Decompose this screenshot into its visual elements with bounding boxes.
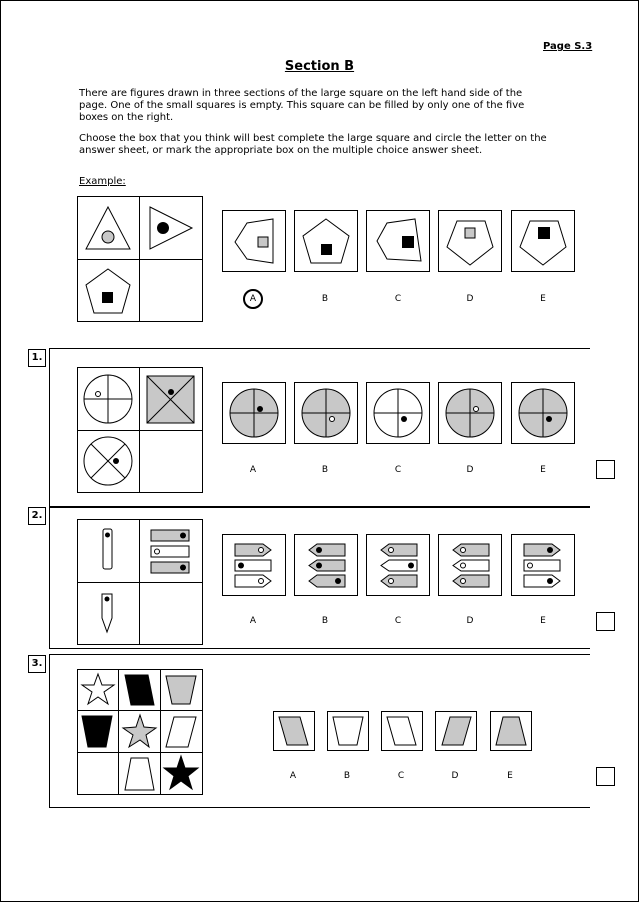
example-option-d[interactable] xyxy=(438,210,502,272)
parallelogram-icon xyxy=(387,717,416,745)
parallelogram-icon xyxy=(279,717,308,745)
question-3-option-c[interactable] xyxy=(381,711,423,751)
parallelogram-icon xyxy=(442,717,471,745)
example-letter-d: D xyxy=(466,294,474,304)
question-1-option-a[interactable] xyxy=(222,382,286,444)
star-icon xyxy=(123,715,156,747)
question-2-answer-box[interactable] xyxy=(596,612,615,631)
pentagon-icon xyxy=(377,219,421,261)
question-1-option-e[interactable] xyxy=(511,382,575,444)
star-icon xyxy=(164,756,198,789)
question-1-option-d[interactable] xyxy=(438,382,502,444)
pentagon-icon xyxy=(86,269,130,313)
question-3-letter-b: B xyxy=(343,771,351,781)
example-option-a[interactable] xyxy=(222,210,286,272)
question-2-number: 2. xyxy=(28,507,46,525)
pentagon-icon xyxy=(303,219,349,263)
question-2-letter-e: E xyxy=(540,616,546,626)
star-icon xyxy=(82,674,114,704)
question-2-letter-a: A xyxy=(249,616,257,626)
question-1-letter-c: C xyxy=(394,465,402,475)
question-1-option-c[interactable] xyxy=(366,382,430,444)
trapezium-icon xyxy=(125,758,154,790)
question-1-letter-e: E xyxy=(540,465,546,475)
page-number: Page S.3 xyxy=(543,41,593,52)
example-letter-e: E xyxy=(540,294,546,304)
triangle-icon xyxy=(150,207,192,249)
question-3-answer-box[interactable] xyxy=(596,767,615,786)
question-2-letter-c: C xyxy=(394,616,402,626)
question-2-letter-b: B xyxy=(321,616,329,626)
question-3-grid xyxy=(77,669,203,795)
question-2-option-c[interactable] xyxy=(366,534,430,596)
parallelogram-icon xyxy=(166,717,196,747)
question-3-option-b[interactable] xyxy=(327,711,369,751)
question-1-letter-b: B xyxy=(321,465,329,475)
question-3-option-d[interactable] xyxy=(435,711,477,751)
question-2-option-a[interactable] xyxy=(222,534,286,596)
parallelogram-icon xyxy=(125,675,154,705)
trapezium-icon xyxy=(333,717,363,745)
question-3-letter-e: E xyxy=(507,771,513,781)
question-2-letter-d: D xyxy=(466,616,474,626)
question-3-letter-c: C xyxy=(397,771,405,781)
question-2-option-b[interactable] xyxy=(294,534,358,596)
question-1-letter-d: D xyxy=(466,465,474,475)
trapezium-icon xyxy=(82,716,112,747)
example-letter-c: C xyxy=(394,294,402,304)
question-3-letter-d: D xyxy=(451,771,459,781)
trapezium-icon xyxy=(496,717,526,745)
section-title: Section B xyxy=(284,59,355,74)
question-1-answer-box[interactable] xyxy=(596,460,615,479)
example-label: Example: xyxy=(79,176,126,187)
example-letter-a: A xyxy=(249,294,257,304)
question-3-option-e[interactable] xyxy=(490,711,532,751)
question-3-option-a[interactable] xyxy=(273,711,315,751)
question-1-letter-a: A xyxy=(249,465,257,475)
instruction-paragraph-1: There are figures drawn in three sections of the large square on the left hand side of the page. One of the small squares is empty. This square can be filled by only one of the five boxes on the right. xyxy=(79,88,525,123)
example-option-c[interactable] xyxy=(366,210,430,272)
example-option-e[interactable] xyxy=(511,210,575,272)
trapezium-icon xyxy=(166,676,196,704)
question-1-grid xyxy=(77,367,203,493)
question-3-grid-figures xyxy=(78,670,202,794)
question-1-option-b[interactable] xyxy=(294,382,358,444)
question-3-number: 3. xyxy=(28,655,46,673)
question-2-option-e[interactable] xyxy=(511,534,575,596)
question-1-number: 1. xyxy=(28,349,46,367)
question-3-letter-a: A xyxy=(289,771,297,781)
example-grid xyxy=(77,196,203,322)
example-option-b[interactable] xyxy=(294,210,358,272)
instruction-paragraph-2: Choose the box that you think will best complete the large square and circle the letter on the answer sheet, or mark the appropriate box on the multiple choice answer sheet. xyxy=(79,133,547,156)
question-2-grid xyxy=(77,519,203,645)
question-2-option-d[interactable] xyxy=(438,534,502,596)
example-letter-b: B xyxy=(321,294,329,304)
